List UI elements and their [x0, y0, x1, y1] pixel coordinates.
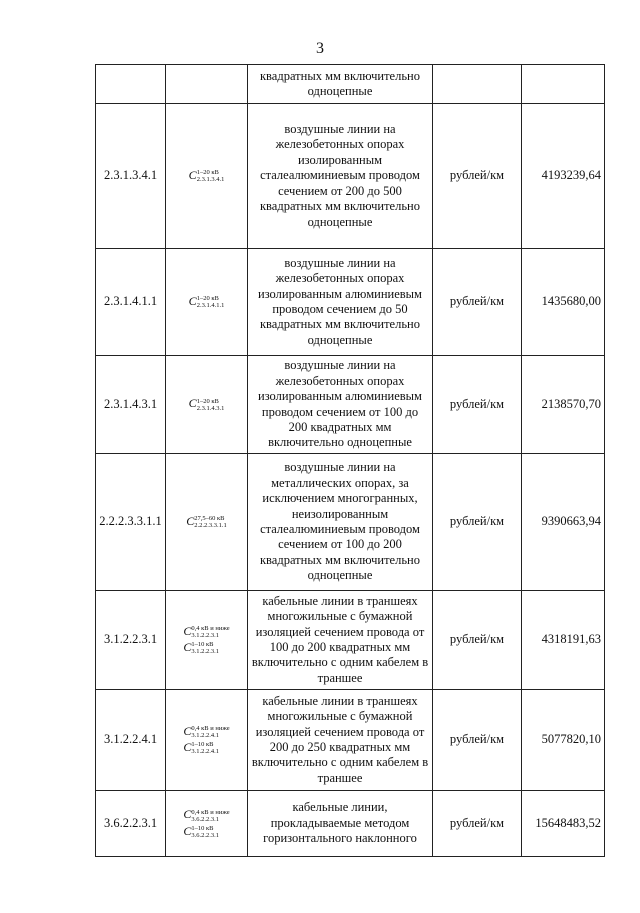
rate-symbol-superscript: 1–20 кВ [196, 169, 219, 177]
rate-code: 2.3.1.4.3.1 [96, 356, 166, 454]
rate-symbol-letter: C [186, 513, 195, 528]
rate-unit: рублей/км [433, 249, 522, 356]
rate-symbol-superscript: 1–20 кВ [196, 397, 219, 405]
rate-unit [433, 65, 522, 104]
rate-symbol-cell [166, 249, 248, 356]
rate-symbol-subscript: 2.3.1.3.4.1 [196, 176, 225, 184]
rate-symbol-superscript: 0,4 кВ и ниже [191, 808, 230, 816]
rate-symbol-superscript: 1–20 кВ [196, 295, 219, 303]
rate-symbol [189, 167, 225, 185]
rate-symbol-line [183, 725, 229, 739]
rate-symbol-cell [166, 791, 248, 857]
table-row [96, 591, 605, 690]
rate-symbol-superscript: 1–10 кВ [191, 741, 214, 749]
rate-symbol-indices [191, 641, 219, 655]
rate-unit: рублей/км [433, 791, 522, 857]
rate-value [522, 65, 605, 104]
rate-value: 5077820,10 [522, 690, 605, 791]
rate-symbol-cell [166, 356, 248, 454]
rate-symbol-line [183, 825, 229, 839]
rate-symbol-indices [191, 625, 229, 639]
rate-symbol-superscript: 27,5–60 кВ [194, 515, 225, 523]
rate-description: воздушные линии на железобетонных опорах изолированным алюминиевым проводом сечением до 50 квадратных мм включительно одноцепные [248, 249, 433, 356]
rate-unit: рублей/км [433, 104, 522, 249]
rate-unit: рублей/км [433, 591, 522, 690]
table-row [96, 356, 605, 454]
rate-value: 1435680,00 [522, 249, 605, 356]
rates-table [95, 64, 605, 857]
rate-symbol-line [186, 515, 227, 529]
rate-symbol-letter: C [188, 396, 197, 411]
rate-symbol-line [183, 741, 229, 755]
rate-description: квадратных мм включительно одноцепные [248, 65, 433, 104]
rate-code: 3.6.2.2.3.1 [96, 791, 166, 857]
rate-code: 3.1.2.2.4.1 [96, 690, 166, 791]
rate-symbol-letter: C [183, 740, 192, 754]
rate-symbol-line [183, 625, 229, 639]
rate-symbol-letter: C [183, 640, 192, 654]
rate-symbol [189, 293, 225, 311]
table-body [96, 65, 605, 857]
table-row [96, 249, 605, 356]
rate-symbol-superscript: 1–10 кВ [191, 641, 214, 649]
rate-symbol-letter: C [183, 807, 192, 822]
table-row [96, 65, 605, 104]
rate-symbol-line [183, 641, 229, 655]
rate-code: 3.1.2.2.3.1 [96, 591, 166, 690]
rate-description: кабельные линии в траншеях многожильные с бумажной изоляцией сечением провода от 100 до 200 квадратных мм включительно с одним кабелем в траншее [248, 591, 433, 690]
rate-unit: рублей/км [433, 454, 522, 591]
table-row [96, 791, 605, 857]
rate-symbol-subscript: 2.2.2.3.3.1.1 [194, 522, 227, 530]
rate-symbol-superscript: 0,4 кВ и ниже [191, 625, 230, 632]
rate-symbol-indices [197, 295, 225, 309]
rate-code: 2.3.1.4.1.1 [96, 249, 166, 356]
rate-symbol-subscript: 3.1.2.2.3.1 [191, 648, 220, 656]
rate-unit: рублей/км [433, 690, 522, 791]
rate-symbol-cell [166, 454, 248, 591]
rate-symbol-indices [191, 741, 219, 755]
rate-description: воздушные линии на железобетонных опорах изолированным сталеалюминиевым проводом сечением от 200 до 500 квадратных мм включительно одноцепные [248, 104, 433, 249]
rate-symbol [186, 513, 227, 531]
rate-symbol-letter: C [183, 823, 192, 838]
rate-symbol-indices [194, 515, 227, 529]
rate-code: 2.2.2.3.3.1.1 [96, 454, 166, 591]
rate-symbol-subscript: 3.1.2.2.3.1 [191, 632, 220, 639]
rate-description: воздушные линии на металлических опорах, за исключением многогранных, неизолированным сталеалюминиевым проводом сечением от 100 до 200 квадратных мм включительно одноцепные [248, 454, 433, 591]
rate-value: 4193239,64 [522, 104, 605, 249]
rate-description: кабельные линии в траншеях многожильные с бумажной изоляцией сечением провода от 200 до 250 квадратных мм включительно с одним кабелем в траншее [248, 690, 433, 791]
rate-description: кабельные линии, прокладываемые методом горизонтального наклонного [248, 791, 433, 857]
rate-value: 2138570,70 [522, 356, 605, 454]
rate-symbol-cell [166, 690, 248, 791]
rate-description: воздушные линии на железобетонных опорах изолированным алюминиевым проводом сечением от 100 до 200 квадратных мм включительно одноцепные [248, 356, 433, 454]
rate-symbol-subscript: 2.3.1.4.1.1 [196, 302, 225, 310]
rate-symbol-subscript: 3.6.2.2.3.1 [191, 815, 220, 823]
table-row [96, 690, 605, 791]
rate-value: 15648483,52 [522, 791, 605, 857]
rate-symbol-letter: C [183, 723, 192, 738]
rate-symbol-letter: C [183, 623, 192, 638]
rate-symbol-subscript: 3.1.2.2.4.1 [191, 732, 220, 739]
rate-code: 2.3.1.3.4.1 [96, 104, 166, 249]
rate-code [96, 65, 166, 104]
page-number: 3 [316, 40, 324, 57]
rate-symbol [183, 723, 229, 757]
rate-symbol [189, 395, 225, 413]
rate-symbol-indices [197, 398, 225, 412]
rate-symbol-line [189, 397, 225, 411]
rate-symbol [183, 623, 229, 657]
rate-symbol [183, 806, 229, 840]
rate-symbol-cell [166, 104, 248, 249]
rate-value: 4318191,63 [522, 591, 605, 690]
rate-symbol-superscript: 0,4 кВ и ниже [191, 725, 230, 732]
rate-symbol-cell [166, 65, 248, 104]
rate-symbol-subscript: 2.3.1.4.3.1 [196, 404, 225, 412]
rate-symbol-indices [191, 809, 229, 823]
rate-symbol-line [189, 295, 225, 309]
rate-symbol-line [189, 169, 225, 183]
rate-symbol-subscript: 3.1.2.2.4.1 [191, 748, 220, 756]
rate-value: 9390663,94 [522, 454, 605, 591]
rate-symbol-line [183, 808, 229, 822]
rate-symbol-indices [191, 725, 229, 739]
table-row [96, 454, 605, 591]
table-row [96, 104, 605, 249]
rate-symbol-letter: C [188, 167, 197, 182]
rate-symbol-superscript: 1–10 кВ [191, 824, 214, 832]
rate-unit: рублей/км [433, 356, 522, 454]
rate-symbol-indices [197, 169, 225, 183]
rate-symbol-indices [191, 825, 219, 839]
rate-symbol-subscript: 3.6.2.2.3.1 [191, 831, 220, 839]
rate-symbol-cell [166, 591, 248, 690]
rate-symbol-letter: C [188, 293, 197, 308]
